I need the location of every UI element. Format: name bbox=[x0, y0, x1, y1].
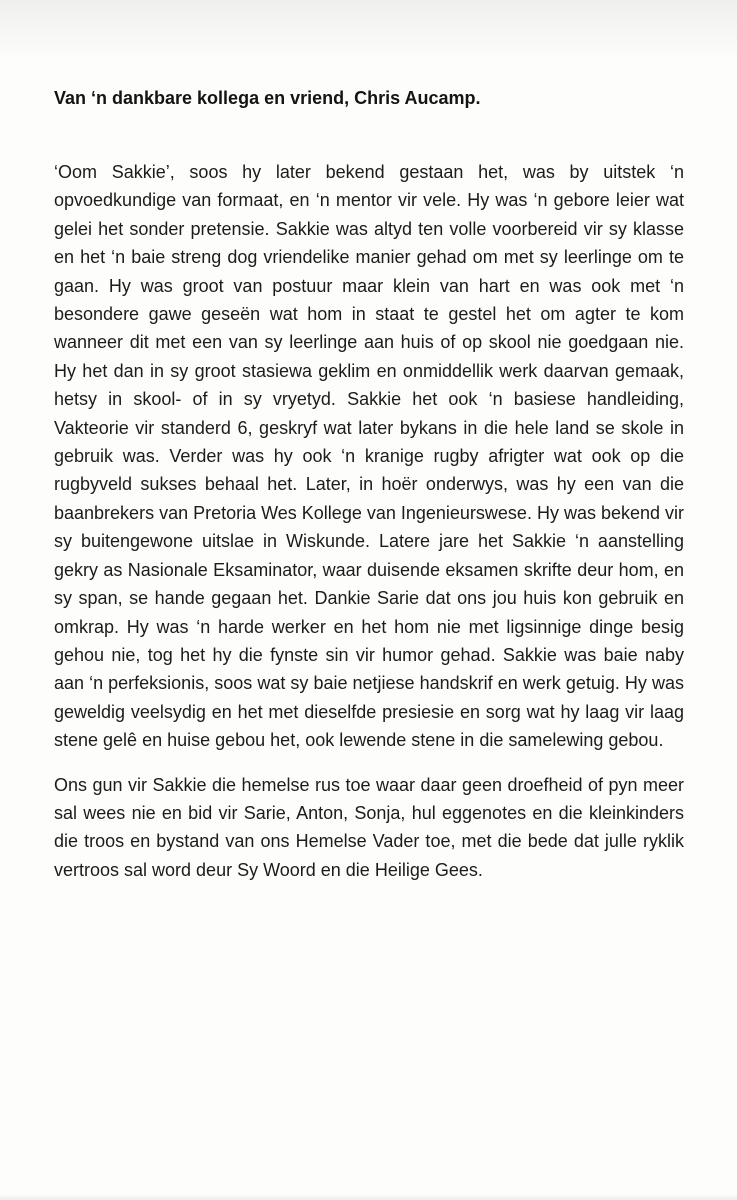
tribute-paragraph-1: ‘Oom Sakkie’, soos hy later bekend gestaan het, was by uitstek ‘n opvoedkundige van formaat, en ‘n mentor vir vele. Hy was ‘n gebore leier wat gelei het sonder pretensie. Sakkie was altyd ten volle voorbereid vir sy klasse en het ‘n baie streng dog vriendelike manier gehad om met sy leerlinge om te gaan. Hy was groot van postuur maar klein van hart en was ook met ‘n besondere gawe geseën wat hom in staat te gestel het om agter te kom wanneer dit met een van sy leerlinge aan huis of op skool nie goedgaan nie. Hy het dan in sy groot stasiewa geklim en onmiddellik werk daarvan gemaak, hetsy in skool- of in sy vryetyd. Sakkie het ook ‘n basiese handleiding, Vakteorie vir standerd 6, geskryf wat later bykans in die hele land se skole in gebruik was. Verder was hy ook ‘n kranige rugby afrigter wat ook op die rugbyveld sukses behaal het. Later, in hoër onderwys, was hy een van die baanbrekers van Pretoria Wes Kollege van Ingenieurswese. Hy was bekend vir sy buitengewone uitslae in Wiskunde. Latere jare het Sakkie ‘n aanstelling gekry as Nasionale Eksaminator, waar duisende eksamen skrifte deur hom, en sy span, se hande gegaan het. Dankie Sarie dat ons jou huis kon gebruik en omkrap. Hy was ‘n harde werker en het hom nie met ligsinnige dinge besig gehou nie, tog het hy die fynste sin vir humor gehad. Sakkie was baie naby aan ‘n perfeksionis, soos wat sy baie netjiese handskrif en werk getuig. Hy was geweldig veelsydig en het met dieselfde presiesie en sorg wat hy laag vir laag stene gelê en huise gebou het, ook lewende stene in die samelewing gebou. bbox=[54, 162, 684, 751]
document-body bbox=[54, 84, 684, 900]
tribute-paragraph-2: Ons gun vir Sakkie die hemelse rus toe waar daar geen droefheid of pyn meer sal wees nie en bid vir Sarie, Anton, Sonja, hul eggenotes en die kleinkinders die troos en bystand van ons Hemelse Vader toe, met die bede dat julle ryklik vertroos sal word deur Sy Woord en die Heilige Gees. bbox=[54, 774, 684, 880]
document-title: Van ‘n dankbare kollega en vriend, Chris Aucamp. bbox=[54, 88, 481, 108]
scan-edge-top bbox=[0, 0, 737, 60]
scan-edge-bottom bbox=[0, 1194, 737, 1200]
